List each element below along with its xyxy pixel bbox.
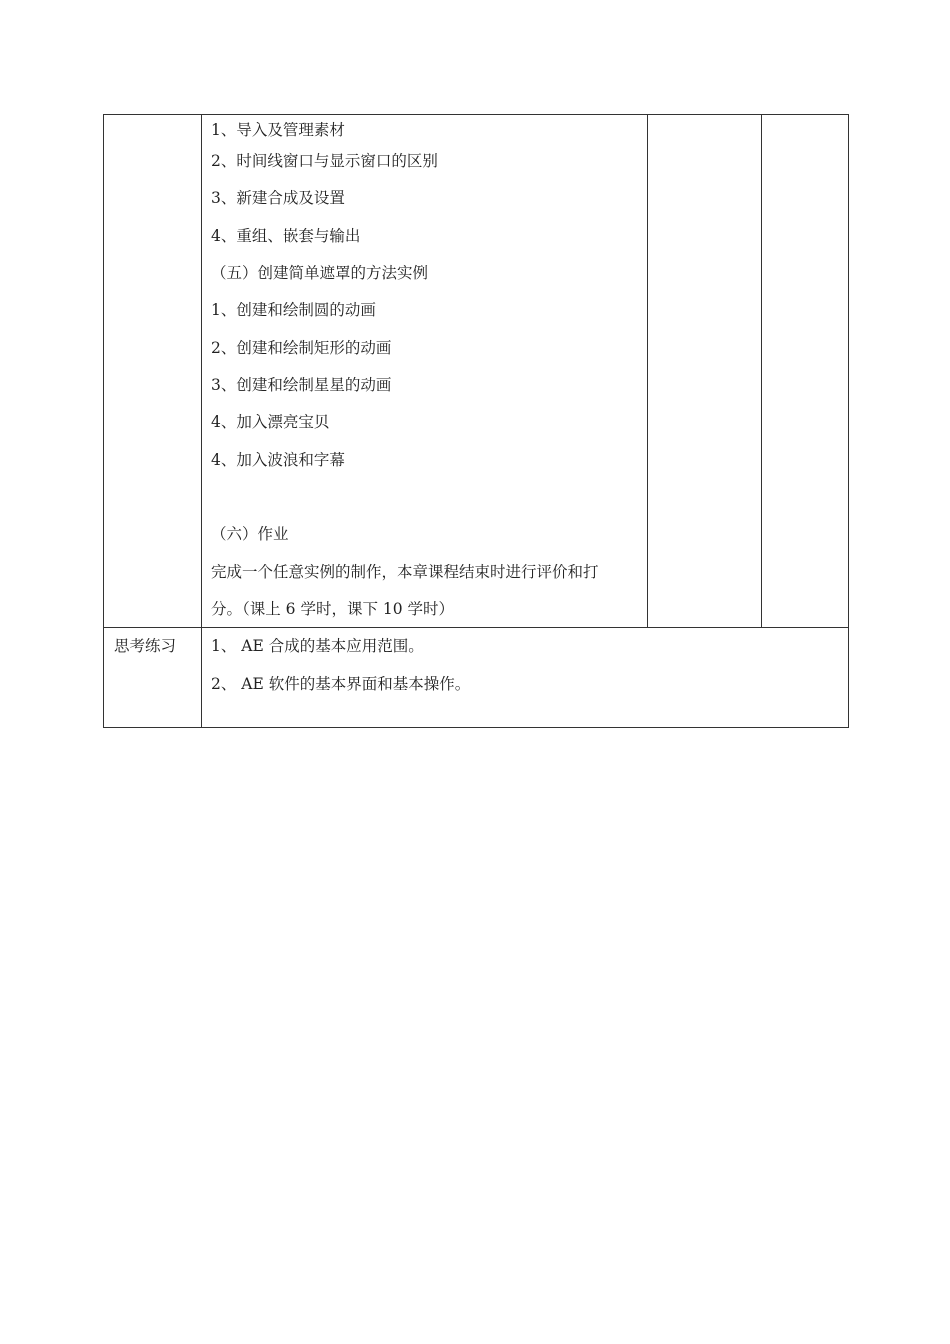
label-cell-empty — [104, 115, 202, 628]
lesson-plan-table — [103, 114, 849, 728]
list-item: 2、 AE 软件的基本界面和基本操作。 — [211, 675, 471, 693]
empty-cell — [648, 115, 762, 628]
list-item: 2、创建和绘制矩形的动画 — [211, 339, 392, 357]
list-item: 1、 AE 合成的基本应用范围。 — [211, 637, 424, 655]
row-label-cell — [104, 628, 202, 728]
paragraph-line: 分。（课上 6 学时，课下 10 学时） — [211, 600, 455, 618]
section-heading: （六）作业 — [211, 525, 289, 543]
empty-cell — [762, 115, 849, 628]
list-item: 1、创建和绘制圆的动画 — [211, 301, 376, 319]
list-item: 3、新建合成及设置 — [211, 189, 345, 207]
list-item: 3、创建和绘制星星的动画 — [211, 376, 392, 394]
list-item: 4、加入漂亮宝贝 — [211, 413, 330, 431]
exercise-content-cell — [202, 628, 849, 728]
content-cell — [202, 115, 648, 628]
table-row — [104, 628, 849, 728]
row-label: 思考练习 — [114, 637, 177, 655]
paragraph-line: 完成一个任意实例的制作，本章课程结束时进行评价和打 — [211, 563, 599, 581]
list-item: 1、导入及管理素材 — [211, 121, 345, 139]
list-item: 4、重组、嵌套与输出 — [211, 227, 361, 245]
list-item: 4、加入波浪和字幕 — [211, 451, 345, 469]
list-item: 2、时间线窗口与显示窗口的区别 — [211, 152, 438, 170]
table-row — [104, 115, 849, 628]
section-heading: （五）创建简单遮罩的方法实例 — [211, 264, 429, 282]
